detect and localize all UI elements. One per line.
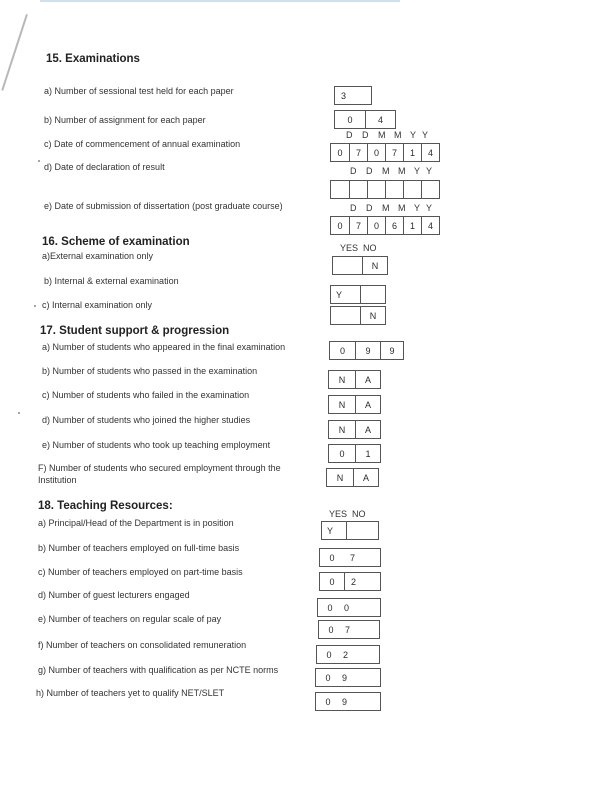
q18g-answer-box (315, 668, 381, 687)
q18h-label: h) Number of teachers yet to qualify NET/SLET (36, 688, 225, 698)
q17b-answer-box (328, 370, 381, 389)
q17e-cell: 1 (355, 445, 380, 462)
s16-yes-header: YES (340, 243, 359, 253)
q15e-date-box (330, 216, 440, 235)
q15d-date-header: D D M M Y Y (350, 166, 433, 176)
q18g-cell: 9 (342, 672, 348, 683)
scan-dot (38, 160, 40, 162)
q18e-cell: 7 (345, 624, 351, 635)
q15b-cell: 0 (347, 114, 353, 125)
q15e-cell: 1 (403, 217, 421, 234)
q16a-no-cell: N (362, 257, 387, 274)
q15c-label: c) Date of commencement of annual examination (44, 139, 241, 149)
q15e-cell: 4 (421, 217, 439, 234)
q18d-label: d) Number of guest lecturers engaged (38, 590, 190, 600)
q15c-cell: 0 (337, 147, 343, 158)
q17f-answer-box (326, 468, 379, 487)
q18a-label: a) Principal/Head of the Department is in position (38, 518, 234, 528)
q18h-cell: 0 (325, 696, 331, 707)
q16c-no-cell: N (360, 307, 385, 324)
q18b-cell: 0 (329, 552, 335, 563)
q15d-cell (385, 181, 403, 198)
q18h-cell: 9 (342, 696, 348, 707)
q18e-cell: 0 (328, 624, 334, 635)
q15c-cell: 4 (421, 144, 439, 161)
q18a-yes-cell: Y (327, 525, 334, 536)
q16c-yes-cell (331, 307, 360, 324)
q16a-yes-no-box (332, 256, 388, 275)
q18d-answer-box (317, 598, 381, 617)
q16c-yes-no-box (330, 306, 386, 325)
q17a-cell: 0 (339, 345, 345, 356)
q18c-label: c) Number of teachers employed on part-time basis (38, 567, 243, 577)
q17d-label: d) Number of students who joined the higher studies (42, 415, 251, 425)
q18f-answer-box (316, 645, 380, 664)
q15e-label: e) Date of submission of dissertation (post graduate course) (44, 201, 283, 211)
q18c-cell: 0 (329, 576, 335, 587)
q15c-cell: 7 (349, 144, 367, 161)
q15b-label: b) Number of assignment for each paper (44, 115, 206, 125)
q18b-cell: 7 (350, 552, 356, 563)
q15b-answer-box (334, 110, 396, 129)
q15e-cell: 0 (367, 217, 385, 234)
q17f-cell: N (336, 472, 344, 483)
q17e-label: e) Number of students who took up teaching employment (42, 440, 271, 450)
q18h-answer-box (315, 692, 381, 711)
q17b-cell: N (338, 374, 346, 385)
q17c-cell: A (355, 396, 380, 413)
q15a-answer-box (334, 86, 372, 105)
q18c-cell: 2 (344, 573, 380, 590)
q15c-cell: 1 (403, 144, 421, 161)
q15d-cell (331, 181, 349, 198)
q18c-answer-box (319, 572, 381, 591)
q18f-cell: 0 (326, 649, 332, 660)
q18f-label: f) Number of teachers on consolidated remuneration (38, 640, 247, 650)
q16b-no-cell (360, 286, 385, 303)
q17c-cell: N (338, 399, 346, 410)
q17d-cell: A (355, 421, 380, 438)
s16-no-header: NO (363, 243, 377, 253)
q15e-cell: 0 (337, 220, 343, 231)
q17d-answer-box (328, 420, 381, 439)
q18e-answer-box (318, 620, 380, 639)
q18g-label: g) Number of teachers with qualification as per NCTE norms (38, 665, 279, 675)
section-18-title: 18. Teaching Resources: (38, 500, 173, 512)
q17d-cell: N (338, 424, 346, 435)
q15c-date-box (330, 143, 440, 162)
q18e-label: e) Number of teachers on regular scale of pay (38, 614, 222, 624)
q15e-cell: 6 (385, 217, 403, 234)
q18b-label: b) Number of teachers employed on full-time basis (38, 543, 240, 553)
pen-mark (1, 14, 28, 91)
q16a-yes-cell (333, 257, 362, 274)
q17b-label: b) Number of students who passed in the examination (42, 366, 258, 376)
q15d-cell (349, 181, 367, 198)
q18a-no-cell (346, 522, 378, 539)
s18-yes-header: YES (329, 509, 348, 519)
q17a-answer-box (329, 341, 404, 360)
q17a-cell: 9 (380, 342, 403, 359)
section-17-title: 17. Student support & progression (40, 325, 230, 337)
q15d-label: d) Date of declaration of result (44, 162, 165, 172)
q16b-yes-no-box (330, 285, 386, 304)
q16c-label: c) Internal examination only (42, 300, 153, 310)
q18g-cell: 0 (325, 672, 331, 683)
q17f-label: F) Number of students who secured employment through the Institution (38, 463, 281, 485)
q15c-cell: 0 (367, 144, 385, 161)
q17e-cell: 0 (339, 448, 345, 459)
q17a-cell: 9 (355, 342, 380, 359)
q17c-answer-box (328, 395, 381, 414)
scan-dot (34, 305, 36, 307)
q17e-answer-box (328, 444, 381, 463)
q18d-cell: 0 (344, 602, 350, 613)
q15c-date-header: D D M M Y Y (346, 130, 429, 140)
q15d-cell (421, 181, 439, 198)
q17c-label: c) Number of students who failed in the examination (42, 390, 250, 400)
scan-dot (18, 412, 20, 414)
q18b-answer-box (319, 548, 381, 567)
q18a-yes-no-box (321, 521, 379, 540)
q15e-date-header: D D M M Y Y (350, 203, 433, 213)
q18d-cell: 0 (327, 602, 333, 613)
s18-no-header: NO (352, 509, 366, 519)
q17f-cell: A (353, 469, 378, 486)
q17a-label: a) Number of students who appeared in the final examination (42, 342, 286, 352)
q15a-label: a) Number of sessional test held for each paper (44, 86, 234, 96)
q16b-label: b) Internal & external examination (44, 276, 179, 286)
q15d-date-box (330, 180, 440, 199)
q15a-cell: 3 (341, 90, 347, 101)
q16a-label: a)External examination only (42, 251, 154, 261)
q17b-cell: A (355, 371, 380, 388)
q15d-cell (367, 181, 385, 198)
section-15-title: 15. Examinations (46, 53, 140, 65)
top-border-line (40, 0, 400, 2)
q16b-yes-cell: Y (336, 289, 343, 300)
section-16-title: 16. Scheme of examination (42, 236, 190, 248)
q15b-cell: 4 (365, 111, 395, 128)
q15c-cell: 7 (385, 144, 403, 161)
q15e-cell: 7 (349, 217, 367, 234)
q15d-cell (403, 181, 421, 198)
q18f-cell: 2 (343, 649, 349, 660)
